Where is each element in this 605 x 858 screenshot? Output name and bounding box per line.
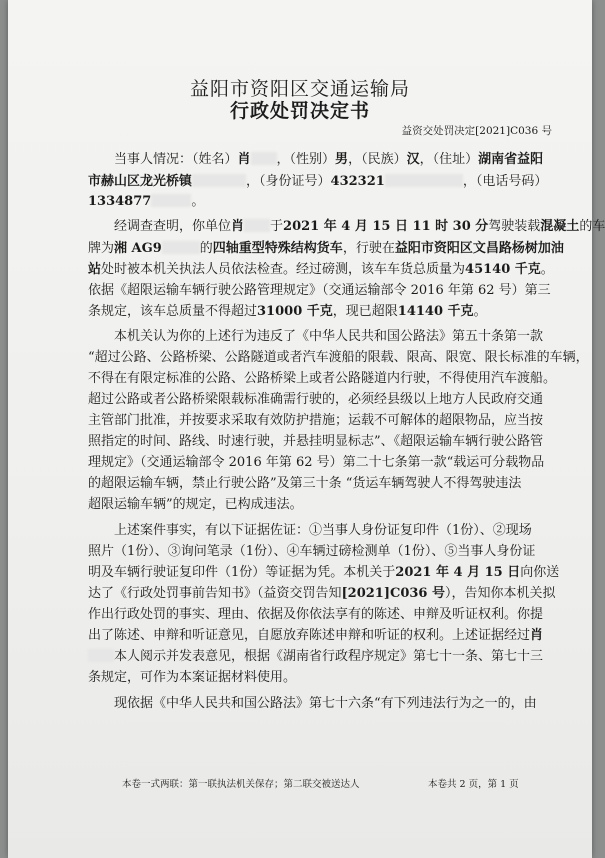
redaction	[244, 219, 270, 232]
document-number: 益资交处罚决定[2021]C036 号	[401, 125, 552, 137]
party-line-3: 1334877 。	[88, 194, 205, 209]
redaction	[251, 152, 277, 165]
party-line-2: 市赫山区龙光桥镇 ，（身份证号）432321 ，（电话号码）	[88, 174, 548, 189]
redaction	[151, 194, 191, 207]
redaction	[162, 241, 200, 254]
document-title: 行政处罚决定书	[229, 100, 370, 122]
footer-page-number: 本卷共 2 页，第 1 页	[428, 779, 519, 790]
violation-line-4: 超过公路或者公路桥梁限载标准确需行驶的，必须经县级以上地方人民政府交通	[88, 392, 544, 407]
violation-line-1: 本机关认为你的上述行为违反了《中华人民共和国公路法》第五十条第一款	[114, 329, 544, 344]
violation-line-6: 照指定的时间、路线、时速行驶，并悬挂明显标志”、《超限运输车辆行驶公路管	[88, 434, 544, 449]
violation-line-8: 的超限运输车辆，禁止行驶公路”及第三十条 “货运车辆驾驶人不得驾驶违法	[88, 476, 522, 491]
evidence-line-3: 明及车辆行驶证复印件（1份）等证据为凭。本机关于2021 年 4 月 15 日向你送	[88, 565, 560, 580]
evidence-line-6: 出了陈述、申辩和听证意见，自愿放弃陈述申辩和听证的权利。上述证据经过肖	[88, 628, 544, 643]
violation-line-3: 不得在有限定标准的公路、公路桥梁上或者公路隧道内行驶，不得使用汽车渡船。	[88, 371, 557, 386]
redaction	[192, 174, 246, 187]
footer-copy-note: 本卷一式两联：第一联执法机关保存；第二联交被送达人	[122, 779, 360, 790]
facts-line-5: 条规定，该车总质量不得超过31000 千克，现已超限14140 千克。	[88, 304, 487, 319]
evidence-line-1: 上述案件事实，有以下证据佐证：①当事人身份证复印件（1份）、②现场	[114, 523, 532, 538]
evidence-line-5: 作出行政处罚的事实、理由、依据及你依法享有的陈述、申辩及听证权利。你提	[88, 607, 544, 622]
redaction	[88, 649, 114, 662]
violation-line-5: 主管部门批准，并按要求采取有效防护措施；运载不可解体的超限物品，应当按	[88, 413, 544, 428]
evidence-line-4: 达了《行政处罚事前告知书》（益资交罚告知[2021]C036 号），告知你本机关拟	[88, 586, 556, 601]
basis-line-1: 现依据《中华人民共和国公路法》第七十六条“有下列违法行为之一的，由	[114, 696, 537, 711]
evidence-line-8: 条规定，可作为本案证据材料使用。	[88, 670, 297, 685]
evidence-line-2: 照片（1份）、③询问笔录（1份）、④车辆过磅检测单（1份）、⑤当事人身份证	[88, 544, 536, 559]
violation-line-9: 超限运输车辆”的规定，已构成违法。	[88, 497, 303, 512]
facts-line-2: 牌为湘 AG9 的四轴重型特殊结构货车，行驶在益阳市资阳区文昌路杨树加油	[88, 241, 564, 256]
facts-line-3: 站处时被本机关执法人员依法检查。经过磅测，该车车货总质量为45140 千克。	[88, 262, 554, 277]
agency-name: 益阳市资阳区交通运输局	[189, 78, 410, 100]
evidence-line-7: 本人阅示并发表意见，根据《湖南省行政程序规定》第七十一条、第七十三	[88, 647, 524, 667]
party-line-1: 当事人情况：（姓名）肖 ，（性别）男，（民族）汉，（住址）湖南省益阳	[114, 152, 544, 167]
violation-line-2: “超过公路、公路桥梁、公路隧道或者汽车渡船的限载、限高、限宽、限长标准的车辆，	[88, 350, 589, 365]
redaction	[385, 174, 463, 187]
facts-line-4: 依据《超限运输车辆行驶公路管理规定》（交通运输部令 2016 年第 62 号）第三	[88, 283, 551, 298]
facts-line-1: 经调查查明，你单位肖 于2021 年 4 月 15 日 11 时 30 分驾驶装载混凝土的车	[114, 219, 605, 234]
violation-line-7: 理规定》（交通运输部令 2016 年第 62 号）第二十七条第一款“载运可分载物品	[88, 455, 545, 470]
document-page	[8, 0, 605, 858]
